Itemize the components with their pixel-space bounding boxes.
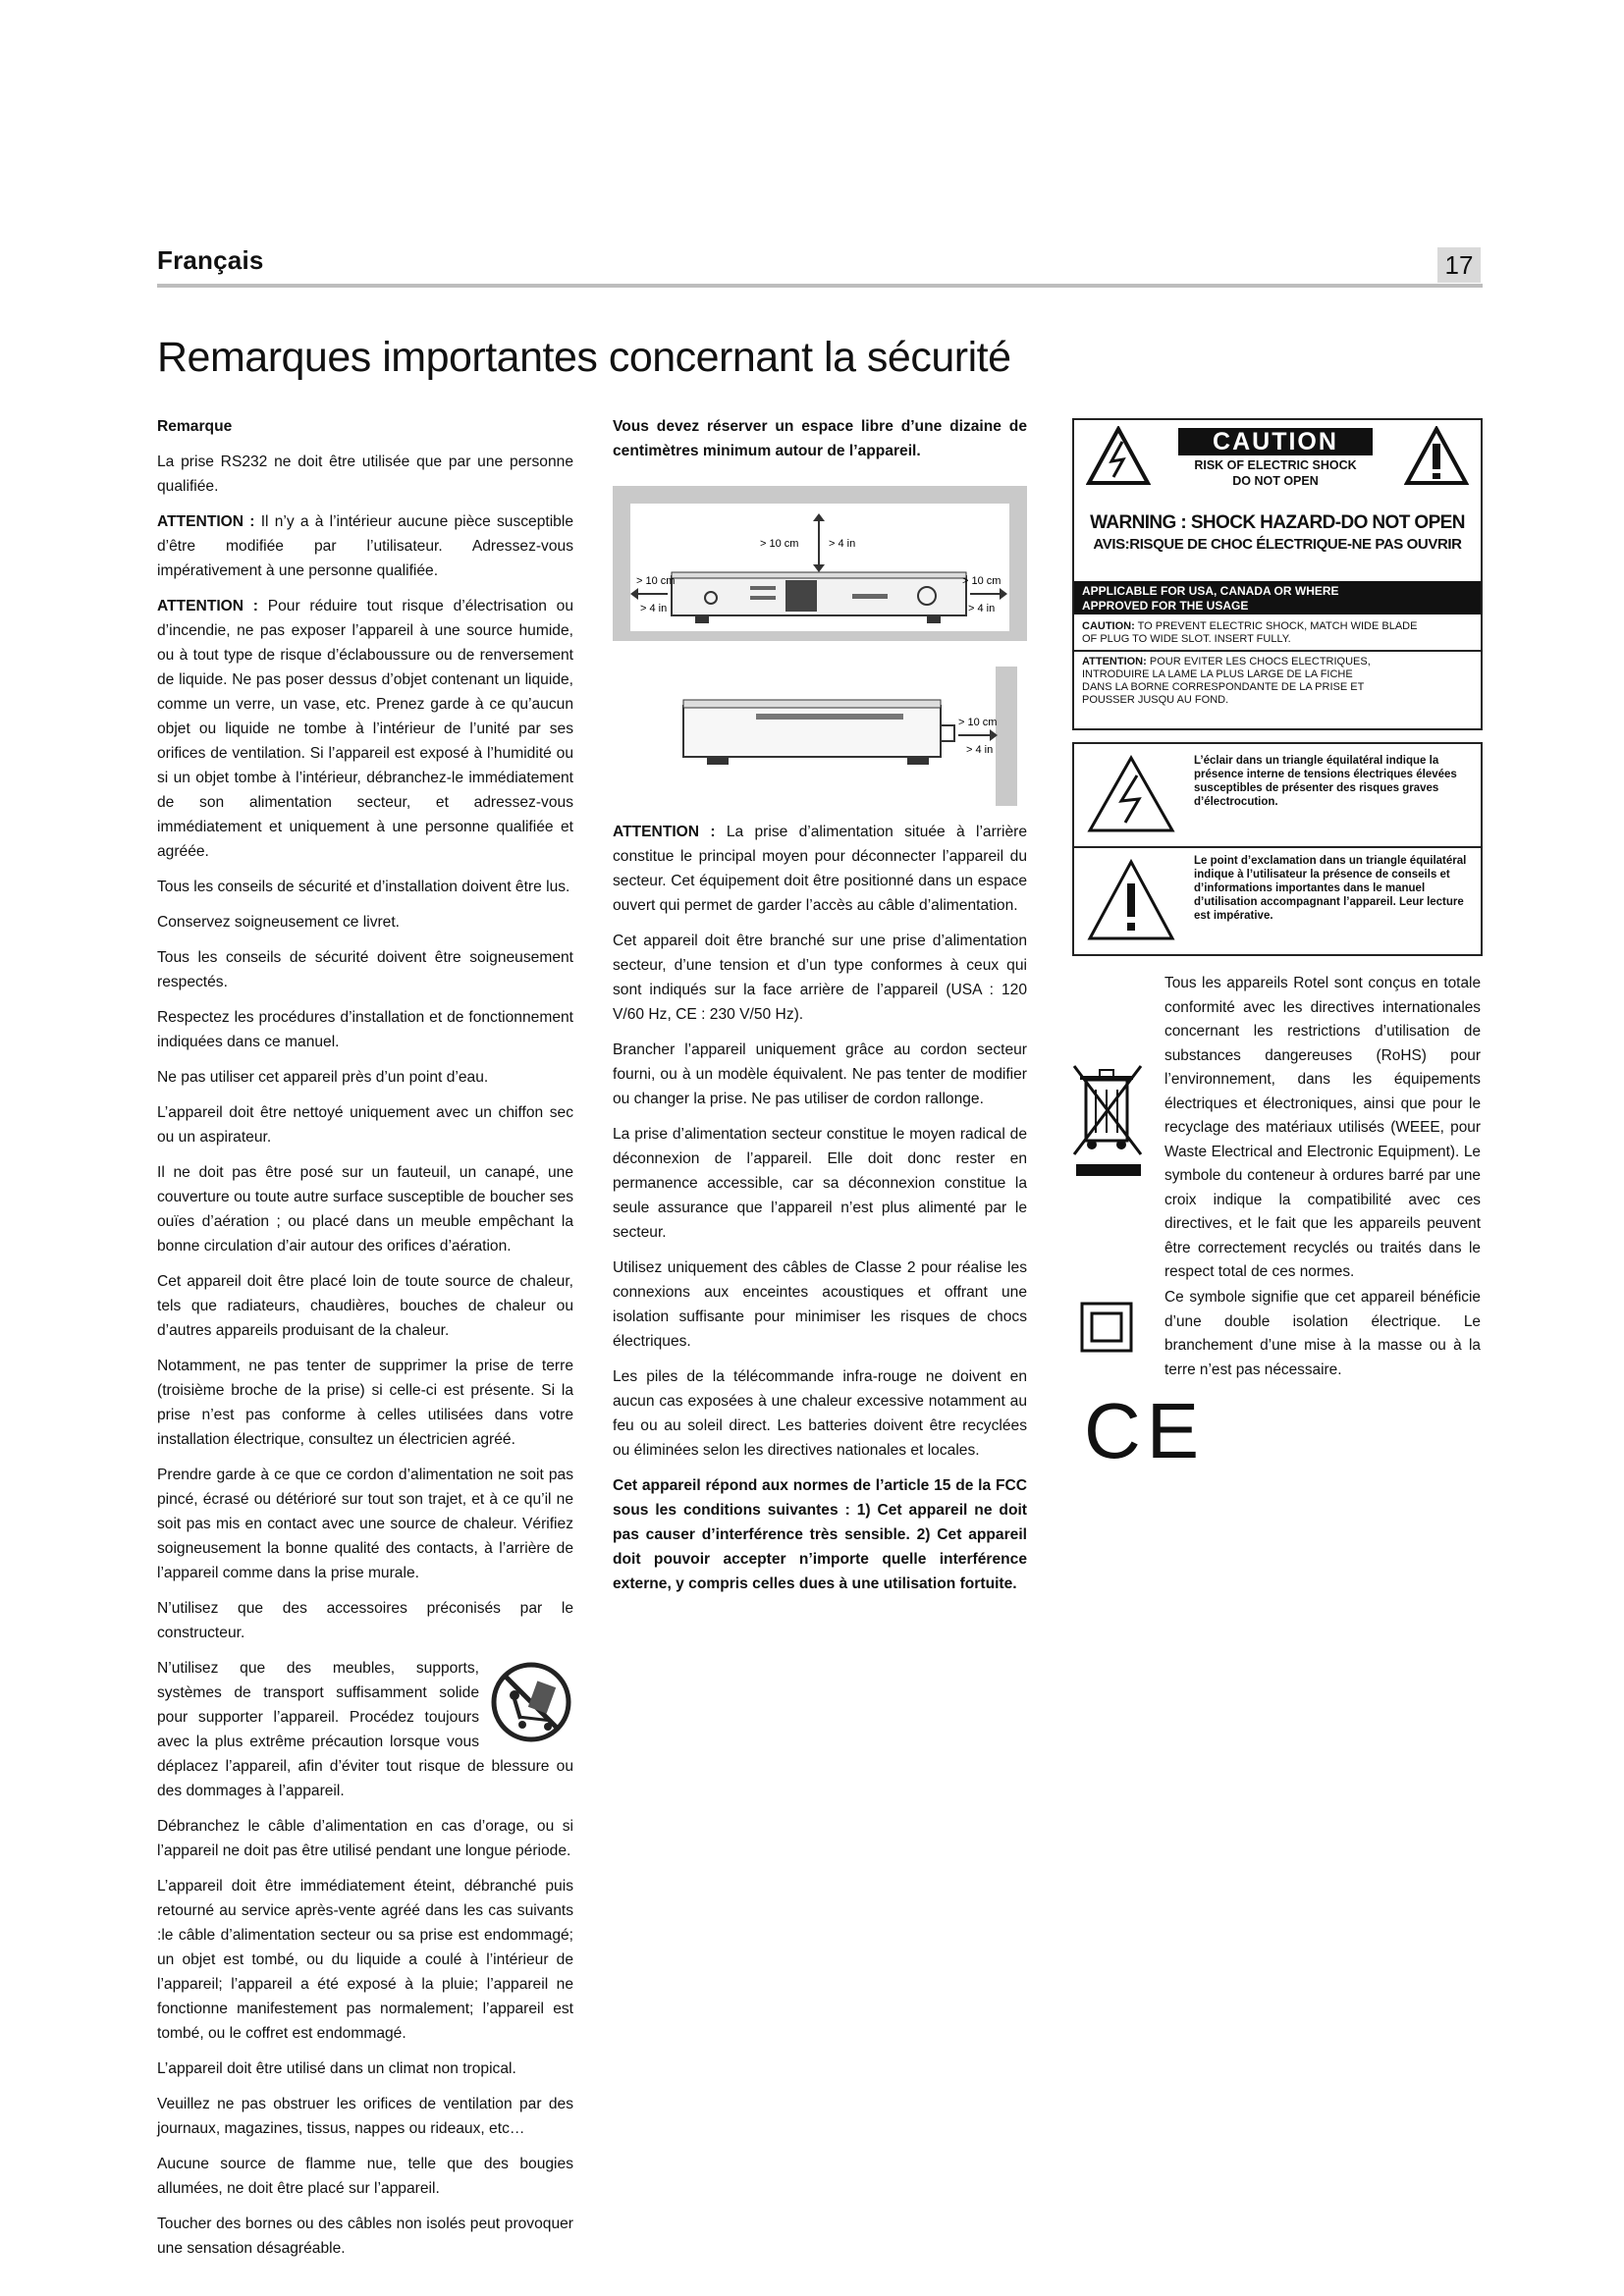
paragraph: Toucher des bornes ou des câbles non isolés peut provoquer une sensation désagréable. [157,2216,573,2257]
paragraph: La prise RS232 ne doit être utilisée que par une personne qualifiée. [157,454,573,495]
ce-mark: CE [1084,1387,1206,1474]
header-rule [157,284,1483,288]
paragraph: Il ne doit pas être posé sur un fauteuil, un canapé, une couverture ou toute autre surface susceptible de boucher ses ouïes d’aération ; ou placé dans un meuble empêchant la bonne circulation d’air autour des orifices d’aération. [157,1164,573,1255]
side-clearance-in: > 4 in [966,744,994,756]
caution-label [1072,418,1483,583]
lightning-triangle-icon [1086,754,1176,834]
double-insulation-text: Ce symbole signifie que cet appareil bénéficie d’une double isolation électrique. Le branchement d’une mise à la masse ou à la terre n’est pas nécessaire. [1164,1289,1481,1378]
weee-crossed-bin-icon [1072,1060,1147,1178]
usa-banner: APPLICABLE FOR USA, CANADA OR WHERE APPROVED FOR THE USAGE [1074,581,1481,614]
exclamation-explanation: Le point d’exclamation dans un triangle équilatéral indique à l’utilisateur la présence de conseils et d’informations importantes dans le manuel d’utilisation accompagnant l’appareil. Leur lecture est impérative. [1194,855,1467,922]
paragraph: Cet appareil doit être placé loin de toute source de chaleur, tels que radiateurs, chaudières, bouches de chaleur ou d’autres appareils produisant de la chaleur. [157,1273,573,1339]
paragraph: ATTENTION : Il n’y a à l’intérieur aucune pièce susceptible d’être modifiée par l’utilisateur. Adressez-vous impérativement à une personne qualifiée. [157,513,573,579]
column-left [157,414,573,2271]
clearance-lead: Vous devez réserver un espace libre d’une dizaine de centimètres minimum autour de l’appareil. [613,418,1027,459]
paragraph: Aucune source de flamme nue, telle que des bougies allumées, ne doit être placé sur l’appareil. [157,2156,573,2197]
section-heading: Remarque [157,418,233,435]
paragraph: Notamment, ne pas tenter de supprimer la prise de terre (troisième broche de la prise) si celle-ci est présente. Si la prise n’est pas conforme à celles utilisées dans votre installation électrique, consultez un électricien agréé. [157,1358,573,1448]
right-clearance-cm: > 10 cm [962,575,1001,587]
right-clearance-in: > 4 in [968,603,996,614]
left-clearance-in: > 4 in [640,603,668,614]
exclamation-triangle-icon [1086,858,1176,942]
top-clearance-in: > 4 in [829,538,856,550]
left-clearance-cm: > 10 cm [636,575,676,587]
paragraph: Prendre garde à ce que ce cordon d’alimentation ne soit pas pincé, écrasé ou détérioré sur tout son trajet, et à ce qu’il ne soit pas mis en contact avec une source de chaleur. Vérifiez soigneusement la bonne qualité des contacts, à l’arrière de l’appareil comme dans la prise murale. [157,1467,573,1581]
paragraph: ATTENTION : Pour réduire tout risque d’électrisation ou d’incendie, ne pas exposer l’appareil à une source humide, ou à tout type de risque d’éclaboussure ou de renversement de liquide. Ne pas poser dessus d’objet contenant un liquide, comme un verre, un vase, etc. Prenez garde à ce qu’aucun objet ou liquide ne tombe à l’intérieur de l’unité par ses orifices de ventilation. Si l’appareil est exposé à l’humidité ou si un objet tombe à l’intérieur, débranchez-le immédiatement de son alimentation secteur, et adressez-vous immédiatement et uniquement à une personne qualifiée et agréée. [157,598,573,860]
usa-attention-text: ATTENTION: POUR EVITER LES CHOCS ELECTRIQUES, INTRODUIRE LA LAME LA PLUS LARGE DE LA FICHE DANS LA BORNE CORRESPONDANTE DE LA PRISE ET POUSSER JUSQU AU FOND. [1082,656,1371,706]
paragraph: Conservez soigneusement ce livret. [157,914,401,931]
top-clearance-cm: > 10 cm [760,538,799,550]
divider [1074,846,1481,848]
language-label: Français [157,245,264,275]
paragraph: L’appareil doit être utilisé dans un climat non tropical. [157,2060,516,2077]
clearance-diagram [613,474,1027,808]
caution-risk: RISK OF ELECTRIC SHOCK DO NOT OPEN [1194,458,1357,488]
page-number: 17 [1437,247,1481,283]
warning-line: WARNING : SHOCK HAZARD-DO NOT OPEN [1090,512,1465,533]
page-title: Remarques importantes concernant la sécurité [157,334,1011,381]
side-clearance-cm: > 10 cm [958,717,998,728]
paragraph: L’appareil doit être immédiatement éteint, débranché puis retourné au service après-vente agréé dans les cas suivants :le câble d’alimentation secteur ou sa prise est endommagé; un objet est tombé, ou du liquide a coulé à l’intérieur de l’appareil; l’appareil a été exposé à la pluie; l’appareil ne fonctionne manifestement pas normalement; l’appareil est tombé, ou le coffret est endommagé. [157,1878,573,2042]
paragraph: Les piles de la télécommande infra-rouge ne doivent en aucun cas exposées à une chaleur excessive notamment au feu ou au soleil direct. Les batteries doivent être recyclées ou éliminées selon les directives nationales et locales. [613,1368,1027,1459]
column-middle [613,414,1027,1607]
paragraph: L’appareil doit être nettoyé uniquement avec un chiffon sec ou un aspirateur. [157,1104,573,1146]
paragraph: Ne pas utiliser cet appareil près d’un point d’eau. [157,1069,489,1086]
paragraph: N’utilisez que des accessoires préconisés par le constructeur. [157,1600,573,1641]
lightning-explanation: L’éclair dans un triangle équilatéral indique la présence interne de tensions électriques élevées susceptibles de présenter des risques graves d’électrocution. [1194,755,1457,808]
lightning-triangle-icon [1086,426,1151,487]
plug-usage-label [1072,577,1483,730]
caution-banner: CAUTION [1178,428,1373,455]
divider [1074,650,1481,652]
paragraph: ATTENTION : La prise d’alimentation située à l’arrière constitue le principal moyen pour déconnecter l’appareil du secteur. Cet équipement doit être positionné dans un espace ouvert qui permet de garder l’accès au câble d’alimentation. [613,824,1027,914]
paragraph: Débranchez le câble d’alimentation en cas d’orage, ou si l’appareil ne doit pas être utilisé pendant une longue période. [157,1818,573,1859]
weee-text: Tous les appareils Rotel sont conçus en totale conformité avec les directives internationales concernant les restrictions d’utilisation de substances dangereuses (RoHS) pour l’environnement, dans les équipements électriques et électroniques, ainsi que pour le recyclage des matériaux utilisés (WEEE, pour Waste Electrical and Electronic Equipment). Le symbole du conteneur à ordures barré par une croix indique la compatibilité avec ces directives, et le fait que les appareils peuvent être correctement recyclés ou traités dans le respect total de ces normes. [1164,975,1481,1280]
paragraph: N’utilisez que des meubles, supports, systèmes de transport suffisamment solide pour supporter l’appareil. Procédez toujours avec la plus extrême précaution lorsque vous déplacez l’appareil, afin d’éviter tout risque de blessure ou des dommages à l’appareil. [157,1660,573,1799]
exclamation-triangle-icon [1404,426,1469,487]
paragraph: Brancher l’appareil uniquement grâce au cordon secteur fourni, ou à un modèle équivalent. Ne pas tenter de modifier ou changer la prise. Ne pas utiliser de cordon rallonge. [613,1041,1027,1107]
paragraph: La prise d’alimentation secteur constitue le moyen radical de déconnexion de l’appareil. Elle doit donc rester en permanence accessible, car sa déconnexion constitue la seule assurance que l’appareil n’est plus alimenté par le secteur. [613,1126,1027,1241]
paragraph: Respectez les procédures d’installation et de fonctionnement indiquées dans ce manuel. [157,1009,573,1050]
paragraph: Cet appareil répond aux normes de l’article 15 de la FCC sous les conditions suivantes : 1) Cet appareil ne doit pas causer d’interférence très sensible. 2) Cet appareil doit pouvoir accepter n’importe quelle interférence externe, y compris celles dues à une utilisation fortuite. [613,1477,1027,1592]
avis-line: AVIS:RISQUE DE CHOC ÉLECTRIQUE-NE PAS OUVRIR [1093,536,1462,553]
usa-caution-text: CAUTION: TO PREVENT ELECTRIC SHOCK, MATCH WIDE BLADE OF PLUG TO WIDE SLOT. INSERT FULLY. [1082,620,1418,645]
paragraph: Utilisez uniquement des câbles de Classe 2 pour réalise les connexions aux enceintes acoustiques et offrant une isolation suffisante pour minimiser les risques de chocs électriques. [613,1259,1027,1350]
symbol-explanations [1072,742,1483,956]
paragraph: Cet appareil doit être branché sur une prise d’alimentation secteur, d’une tension et d’un type conformes à ceux qui sont indiqués sur la face arrière de l’appareil (USA : 120 V/60 Hz, CE : 230 V/50 Hz). [613,933,1027,1023]
paragraph: Tous les conseils de sécurité et d’installation doivent être lus. [157,879,570,895]
double-insulation-icon [1080,1302,1133,1353]
paragraph: Tous les conseils de sécurité doivent être soigneusement respectés. [157,949,573,990]
paragraph: Veuillez ne pas obstruer les orifices de ventilation par des journaux, magazines, tissus, nappes ou rideaux, etc… [157,2096,573,2137]
cart-tipover-warning-icon [489,1660,573,1744]
